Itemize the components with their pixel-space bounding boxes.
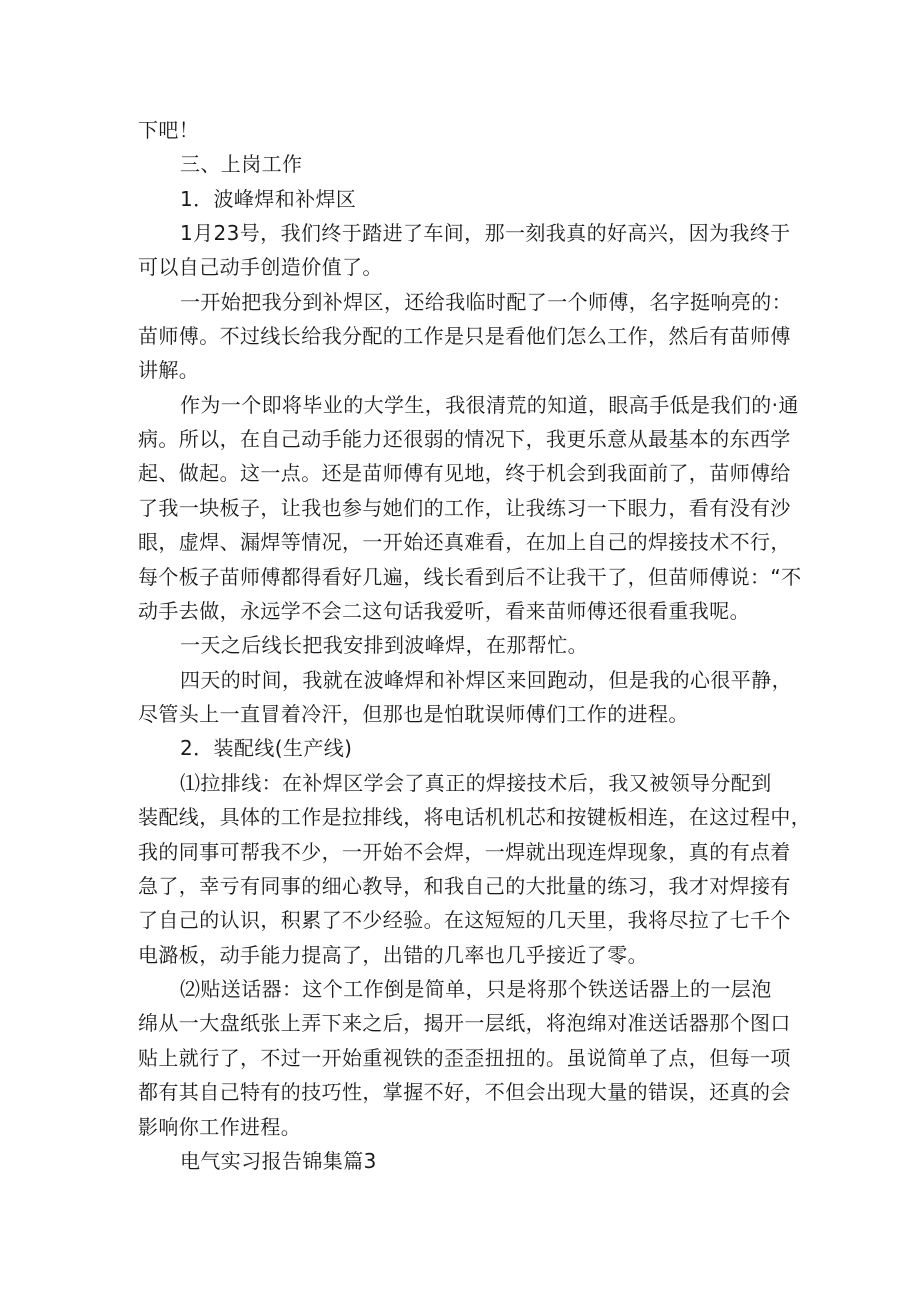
- text-line: 影响你工作进程。: [138, 1115, 302, 1139]
- text-line: ⑵贴送话器：这个工作倒是简单，只是将那个铁送话器上的一层泡: [180, 977, 772, 1001]
- subsection-heading: 1．波峰焊和补焊区: [180, 187, 357, 211]
- text-line: 急了，幸亏有同事的细心教导，和我自己的大批量的练习，我才对焊接有: [138, 874, 791, 898]
- text-line: 眼，虚焊、漏焊等情况，一开始还真难看，在加上自己的焊接技术不行，: [138, 530, 791, 554]
- text-line: 了我一块板子，让我也参与她们的工作，让我练习一下眼力，看有没有沙: [138, 496, 791, 520]
- text-line: 了自己的认识，积累了不少经验。在这短短的几天里，我将尽拉了七千个: [138, 908, 791, 932]
- text-line: 下吧！: [138, 118, 200, 142]
- text-line: 1月23号，我们终于踏进了车间，那一刻我真的好高兴，因为我终于: [180, 221, 791, 245]
- text-line: 绵从一大盘纸张上弄下来之后，揭开一层纸，将泡绵对准送话器那个图口: [138, 1011, 791, 1035]
- text-line: 一天之后线长把我安排到波峰焊，在那帮忙。: [180, 633, 588, 657]
- text-line: 动手去做，永远学不会二这句话我爱听，看来苗师傅还很看重我呢。: [138, 599, 750, 623]
- subsection-heading: 2．装配线(生产线): [180, 736, 353, 760]
- text-line: 电潞板，动手能力提高了，出错的几率也几乎接近了零。: [138, 943, 648, 967]
- text-line: 装配线，具体的工作是拉排线，将电话机机芯和按键板相连，在这过程中，: [138, 805, 812, 829]
- text-line: 四天的时间，我就在波峰焊和补焊区来回跑动，但是我的心很平静，: [180, 668, 792, 692]
- text-line: 起、做起。这一点。还是苗师傅有见地，终于机会到我面前了，苗师傅给: [138, 461, 791, 485]
- text-line: 都有其自己特有的技巧性，掌握不好，不但会出现大量的错误，还真的会: [138, 1080, 791, 1104]
- text-line: ⑴拉排线：在补焊区学会了真正的焊接技术后，我又被领导分配到: [180, 771, 772, 795]
- text-line: 贴上就行了，不过一开始重视铁的歪歪扭扭的。虽说简单了点，但每一项: [138, 1046, 791, 1070]
- text-line: 每个板子苗师傅都得看好几遍，线长看到后不让我干了，但苗师傅说：“不: [138, 565, 802, 589]
- text-line: 作为一个即将毕业的大学生，我很清荒的知道，眼高手低是我们的·通: [180, 393, 799, 417]
- text-line: 讲解。: [138, 358, 200, 382]
- section-title: 电气实习报告锦集篇3: [180, 1149, 377, 1173]
- text-line: 可以自己动手创造价值了。: [138, 255, 383, 279]
- section-heading: 三、上岗工作: [180, 152, 303, 176]
- text-line: 一开始把我分到补焊区，还给我临时配了一个师傅，名字挺响亮的：: [180, 290, 792, 314]
- text-line: 尽管头上一直冒着冷汗，但那也是怕耽误师傅们工作的进程。: [138, 702, 689, 726]
- text-line: 我的同事可帮我不少，一开始不会焊，一焊就出现连焊现象，真的有点着: [138, 840, 791, 864]
- text-line: 苗师傅。不过线长给我分配的工作是只是看他们怎么工作，然后有苗师傅: [138, 324, 791, 348]
- text-line: 病。所以，在自己动手能力还很弱的情况下，我更乐意从最基本的东西学: [138, 427, 791, 451]
